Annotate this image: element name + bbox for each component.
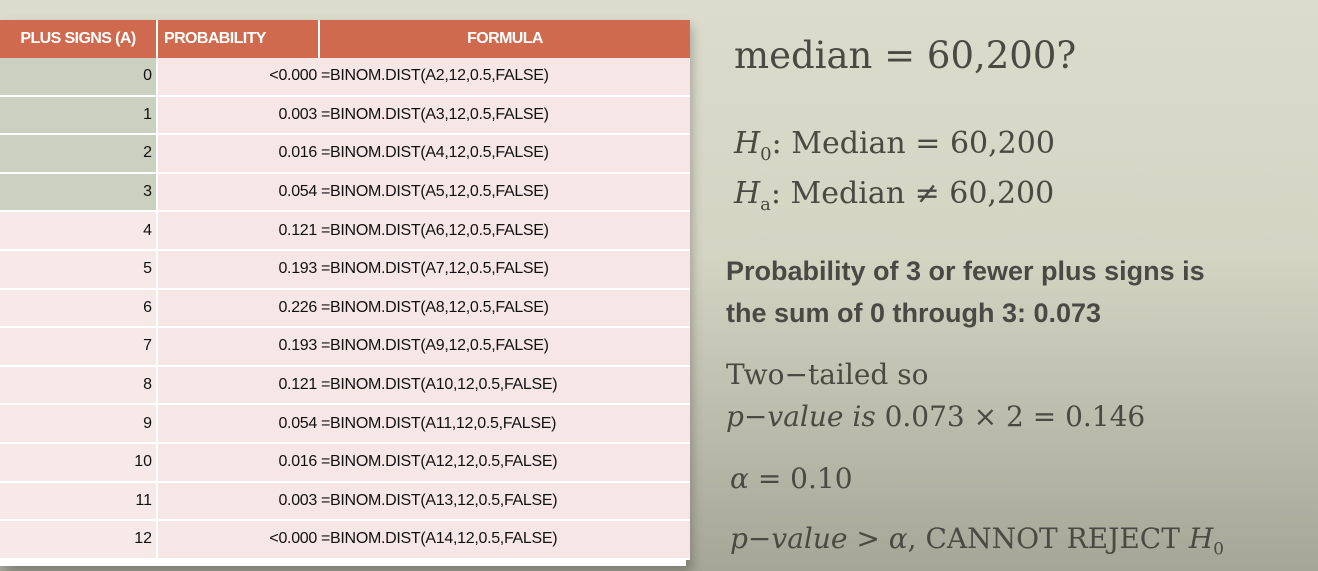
conclusion-text: , CANNOT REJECT <box>907 522 1189 555</box>
h0-subscript: 0 <box>760 144 772 165</box>
probability-line-2: the sum of 0 through 3: 0.073 <box>726 298 1102 328</box>
p-value-result: 0.073 × 2 = 0.146 <box>875 400 1146 433</box>
table-row <box>0 366 690 405</box>
ha-subscript: a <box>760 194 771 215</box>
alt-hypothesis <box>734 176 1054 215</box>
cell-plus-signs: 4 <box>0 211 157 250</box>
cell-formula: =BINOM.DIST(A10,12,0.5,FALSE) <box>319 366 690 405</box>
p-value-is: is <box>852 400 876 433</box>
table-row <box>0 173 690 212</box>
cell-plus-signs: 1 <box>0 96 157 135</box>
table-row <box>0 404 690 443</box>
cell-plus-signs: 5 <box>0 250 157 289</box>
cell-probability: 0.003 <box>157 96 319 135</box>
ha-text: : Median ≠ 60,200 <box>770 176 1055 211</box>
header-plus-signs: PLUS SIGNS (A) <box>0 20 157 58</box>
table-row <box>0 520 690 559</box>
conclusion-alpha: α <box>888 522 908 555</box>
alpha-symbol: α <box>730 462 749 495</box>
p-value-label: p−value <box>726 400 853 433</box>
table-row <box>0 58 690 96</box>
cell-formula: =BINOM.DIST(A4,12,0.5,FALSE) <box>319 134 690 173</box>
cell-formula: =BINOM.DIST(A2,12,0.5,FALSE) <box>319 58 690 96</box>
cell-probability: 0.226 <box>157 289 319 328</box>
table-header-row <box>0 20 690 58</box>
cell-plus-signs: 11 <box>0 482 157 521</box>
h0-text: : Median = 60,200 <box>771 126 1055 161</box>
table-row <box>0 134 690 173</box>
conclusion-line <box>730 522 1224 559</box>
cell-formula: =BINOM.DIST(A7,12,0.5,FALSE) <box>319 250 690 289</box>
cell-formula: =BINOM.DIST(A8,12,0.5,FALSE) <box>319 289 690 328</box>
cell-probability: 0.193 <box>157 250 319 289</box>
conclusion-pvalue: p−value > <box>730 522 889 555</box>
cell-probability: 0.054 <box>157 404 319 443</box>
header-probability: PROBABILITY <box>157 20 319 58</box>
cell-plus-signs: 10 <box>0 443 157 482</box>
p-value-calc <box>726 400 1145 433</box>
cell-formula: =BINOM.DIST(A5,12,0.5,FALSE) <box>319 173 690 212</box>
cell-plus-signs: 7 <box>0 327 157 366</box>
table-row <box>0 211 690 250</box>
cell-probability: 0.121 <box>157 211 319 250</box>
cell-plus-signs: 0 <box>0 58 157 96</box>
table-row <box>0 96 690 135</box>
two-tailed-note: Two−tailed so <box>726 358 929 391</box>
cell-probability: 0.193 <box>157 327 319 366</box>
table-row <box>0 327 690 366</box>
header-formula: FORMULA <box>319 20 690 58</box>
cell-plus-signs: 6 <box>0 289 157 328</box>
probability-line-1: Probability of 3 or fewer plus signs is <box>726 256 1205 286</box>
null-hypothesis <box>734 126 1055 165</box>
binomial-table <box>0 20 690 560</box>
cell-plus-signs: 9 <box>0 404 157 443</box>
cell-plus-signs: 2 <box>0 134 157 173</box>
cell-formula: =BINOM.DIST(A9,12,0.5,FALSE) <box>319 327 690 366</box>
cell-probability: 0.054 <box>157 173 319 212</box>
ha-symbol: H <box>734 176 761 211</box>
table-row <box>0 250 690 289</box>
cell-formula: =BINOM.DIST(A13,12,0.5,FALSE) <box>319 482 690 521</box>
table-row <box>0 482 690 521</box>
alpha-value: = 0.10 <box>748 462 853 495</box>
cell-probability: 0.016 <box>157 443 319 482</box>
cell-probability: 0.121 <box>157 366 319 405</box>
table-row <box>0 443 690 482</box>
binomial-table-container <box>0 20 686 566</box>
cell-formula: =BINOM.DIST(A3,12,0.5,FALSE) <box>319 96 690 135</box>
cell-probability: 0.016 <box>157 134 319 173</box>
h0-symbol: H <box>734 126 761 161</box>
cell-formula: =BINOM.DIST(A14,12,0.5,FALSE) <box>319 520 690 559</box>
cell-probability: 0.003 <box>157 482 319 521</box>
cell-probability: <0.000 <box>157 58 319 96</box>
conclusion-h-subscript: 0 <box>1213 538 1224 559</box>
cell-plus-signs: 12 <box>0 520 157 559</box>
table-row <box>0 289 690 328</box>
cell-plus-signs: 8 <box>0 366 157 405</box>
alpha-line <box>730 462 853 495</box>
cell-formula: =BINOM.DIST(A11,12,0.5,FALSE) <box>319 404 690 443</box>
cell-plus-signs: 3 <box>0 173 157 212</box>
conclusion-h-symbol: H <box>1188 522 1214 555</box>
cell-formula: =BINOM.DIST(A12,12,0.5,FALSE) <box>319 443 690 482</box>
cell-probability: <0.000 <box>157 520 319 559</box>
cell-formula: =BINOM.DIST(A6,12,0.5,FALSE) <box>319 211 690 250</box>
median-question: median = 60,200? <box>734 34 1077 77</box>
